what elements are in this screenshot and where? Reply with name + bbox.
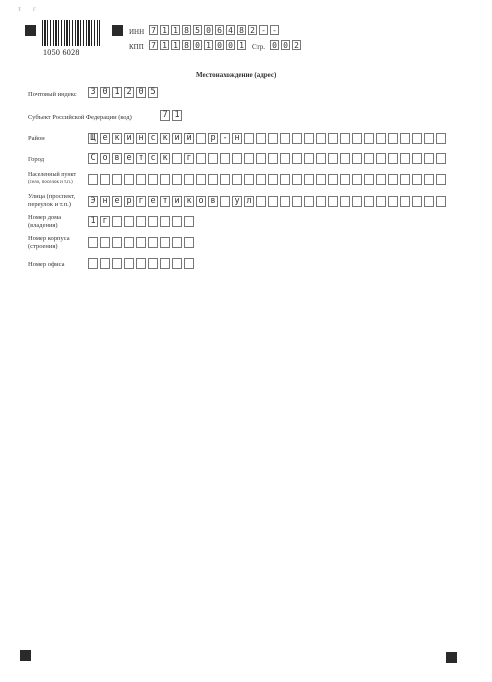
char-cell[interactable]: 0 bbox=[136, 87, 146, 98]
char-cell[interactable]: о bbox=[100, 153, 110, 164]
char-cell[interactable]: л bbox=[244, 196, 254, 207]
char-cell[interactable] bbox=[136, 216, 146, 227]
char-cell[interactable]: Щ bbox=[88, 133, 98, 144]
char-cell[interactable] bbox=[160, 216, 170, 227]
char-cell[interactable] bbox=[268, 153, 278, 164]
char-cell: 8 bbox=[182, 40, 191, 50]
char-cell[interactable] bbox=[292, 133, 302, 144]
char-cell[interactable] bbox=[400, 133, 410, 144]
house-label-line2: (владения) bbox=[28, 222, 58, 229]
registration-marker-bottom-left bbox=[20, 650, 31, 661]
char-cell[interactable] bbox=[100, 258, 110, 269]
char-cell: 1 bbox=[237, 40, 246, 50]
char-cell[interactable]: и bbox=[124, 133, 134, 144]
char-cell[interactable] bbox=[184, 237, 194, 248]
char-cell: 2 bbox=[248, 25, 257, 35]
char-cell[interactable] bbox=[256, 196, 266, 207]
char-cell[interactable] bbox=[136, 258, 146, 269]
char-cell[interactable] bbox=[424, 153, 434, 164]
postal-index-label: Почтовый индекс bbox=[28, 91, 77, 98]
char-cell[interactable] bbox=[196, 153, 206, 164]
char-cell[interactable] bbox=[304, 174, 314, 185]
char-cell[interactable]: е bbox=[124, 153, 134, 164]
char-cell[interactable]: р bbox=[124, 196, 134, 207]
char-cell[interactable] bbox=[316, 153, 326, 164]
char-cell[interactable]: с bbox=[148, 153, 158, 164]
char-cell: 8 bbox=[237, 25, 246, 35]
char-cell: 6 bbox=[215, 25, 224, 35]
char-cell: - bbox=[270, 25, 279, 35]
char-cell[interactable]: 1 bbox=[112, 87, 122, 98]
char-cell: 0 bbox=[204, 25, 213, 35]
district-label: Район bbox=[28, 135, 45, 142]
char-cell[interactable] bbox=[172, 216, 182, 227]
char-cell[interactable]: 1 bbox=[88, 216, 98, 227]
char-cell[interactable] bbox=[172, 258, 182, 269]
street-label-line2: переулок и т.п.) bbox=[28, 201, 71, 208]
char-cell[interactable] bbox=[424, 196, 434, 207]
registration-marker-top-left bbox=[25, 25, 36, 36]
char-cell[interactable] bbox=[388, 196, 398, 207]
char-cell[interactable] bbox=[220, 174, 230, 185]
char-cell[interactable] bbox=[388, 174, 398, 185]
region-code-label: Субъект Российской Федерации (код) bbox=[28, 114, 132, 121]
settlement-label: Населенный пункт bbox=[28, 172, 77, 178]
char-cell[interactable] bbox=[256, 153, 266, 164]
char-cell: 1 bbox=[160, 25, 169, 35]
char-cell[interactable] bbox=[100, 237, 110, 248]
char-cell[interactable] bbox=[172, 237, 182, 248]
char-cell: 7 bbox=[149, 40, 158, 50]
char-cell[interactable] bbox=[340, 133, 350, 144]
char-cell[interactable] bbox=[280, 174, 290, 185]
char-cell[interactable]: 1 bbox=[172, 110, 182, 121]
char-cell[interactable] bbox=[112, 258, 122, 269]
char-cell[interactable] bbox=[280, 133, 290, 144]
char-cell[interactable]: в bbox=[208, 196, 218, 207]
char-cell[interactable] bbox=[400, 153, 410, 164]
char-cell: 0 bbox=[270, 40, 279, 50]
char-cell[interactable] bbox=[352, 174, 362, 185]
char-cell[interactable] bbox=[280, 196, 290, 207]
char-cell[interactable]: и bbox=[172, 133, 182, 144]
char-cell[interactable]: н bbox=[100, 196, 110, 207]
city-cells[interactable] bbox=[88, 153, 448, 164]
inn-label: ИНН bbox=[129, 28, 145, 36]
building-label-line2: (строения) bbox=[28, 243, 58, 250]
char-cell: 1 bbox=[171, 25, 180, 35]
char-cell: 0 bbox=[226, 40, 235, 50]
char-cell[interactable] bbox=[316, 174, 326, 185]
char-cell[interactable] bbox=[364, 133, 374, 144]
char-cell[interactable]: н bbox=[136, 133, 146, 144]
char-cell[interactable]: и bbox=[172, 196, 182, 207]
char-cell[interactable]: к bbox=[160, 133, 170, 144]
char-cell[interactable] bbox=[112, 216, 122, 227]
char-cell: 1 bbox=[160, 40, 169, 50]
char-cell[interactable] bbox=[376, 196, 386, 207]
char-cell[interactable] bbox=[364, 153, 374, 164]
char-cell[interactable] bbox=[244, 174, 254, 185]
char-cell[interactable]: к bbox=[112, 133, 122, 144]
char-cell[interactable]: С bbox=[88, 153, 98, 164]
city-label: Город bbox=[28, 156, 45, 163]
char-cell[interactable] bbox=[148, 216, 158, 227]
char-cell[interactable] bbox=[340, 196, 350, 207]
char-cell[interactable]: - bbox=[220, 133, 230, 144]
char-cell[interactable] bbox=[388, 153, 398, 164]
char-cell[interactable] bbox=[340, 153, 350, 164]
char-cell[interactable] bbox=[172, 174, 182, 185]
char-cell[interactable] bbox=[184, 174, 194, 185]
char-cell[interactable] bbox=[424, 133, 434, 144]
char-cell[interactable] bbox=[280, 153, 290, 164]
char-cell[interactable] bbox=[208, 153, 218, 164]
char-cell[interactable] bbox=[88, 258, 98, 269]
char-cell[interactable] bbox=[412, 153, 422, 164]
char-cell[interactable] bbox=[376, 153, 386, 164]
char-cell[interactable] bbox=[400, 174, 410, 185]
char-cell: 1 bbox=[204, 40, 213, 50]
char-cell[interactable] bbox=[244, 133, 254, 144]
char-cell[interactable] bbox=[184, 258, 194, 269]
page-cells bbox=[270, 40, 303, 50]
char-cell: - bbox=[259, 25, 268, 35]
char-cell[interactable] bbox=[352, 133, 362, 144]
char-cell[interactable] bbox=[316, 133, 326, 144]
char-cell[interactable] bbox=[268, 133, 278, 144]
char-cell[interactable]: е bbox=[148, 196, 158, 207]
char-cell[interactable]: к bbox=[184, 196, 194, 207]
char-cell[interactable]: т bbox=[160, 196, 170, 207]
char-cell: 0 bbox=[215, 40, 224, 50]
office-label: Номер офиса bbox=[28, 261, 65, 268]
char-cell: 2 bbox=[292, 40, 301, 50]
char-cell[interactable] bbox=[304, 133, 314, 144]
char-cell[interactable] bbox=[376, 133, 386, 144]
kpp-label: КПП bbox=[129, 43, 144, 51]
char-cell[interactable] bbox=[328, 133, 338, 144]
char-cell[interactable] bbox=[160, 258, 170, 269]
char-cell[interactable] bbox=[148, 174, 158, 185]
char-cell[interactable] bbox=[220, 196, 230, 207]
char-cell[interactable] bbox=[292, 153, 302, 164]
char-cell[interactable]: т bbox=[136, 153, 146, 164]
char-cell[interactable] bbox=[256, 133, 266, 144]
char-cell[interactable]: е bbox=[112, 196, 122, 207]
char-cell[interactable] bbox=[436, 133, 446, 144]
char-cell[interactable] bbox=[292, 196, 302, 207]
char-cell[interactable]: 3 bbox=[88, 87, 98, 98]
char-cell[interactable] bbox=[316, 196, 326, 207]
char-cell[interactable] bbox=[328, 174, 338, 185]
char-cell[interactable] bbox=[364, 174, 374, 185]
char-cell[interactable] bbox=[148, 237, 158, 248]
char-cell[interactable] bbox=[412, 133, 422, 144]
char-cell[interactable] bbox=[412, 196, 422, 207]
settlement-cells[interactable] bbox=[88, 174, 448, 185]
char-cell[interactable] bbox=[208, 174, 218, 185]
char-cell[interactable]: в bbox=[112, 153, 122, 164]
char-cell[interactable] bbox=[328, 153, 338, 164]
char-cell[interactable] bbox=[172, 153, 182, 164]
char-cell[interactable] bbox=[160, 237, 170, 248]
char-cell[interactable] bbox=[112, 174, 122, 185]
char-cell[interactable] bbox=[436, 196, 446, 207]
char-cell[interactable] bbox=[304, 196, 314, 207]
house-cells[interactable] bbox=[88, 216, 196, 227]
char-cell[interactable] bbox=[124, 258, 134, 269]
section-title: Местонахождение (адрес) bbox=[196, 71, 277, 79]
char-cell[interactable] bbox=[196, 133, 206, 144]
char-cell[interactable] bbox=[436, 174, 446, 185]
registration-marker-bottom-right bbox=[446, 652, 457, 663]
char-cell[interactable] bbox=[220, 153, 230, 164]
char-cell: 0 bbox=[281, 40, 290, 50]
street-cells[interactable] bbox=[88, 196, 448, 207]
office-cells[interactable] bbox=[88, 258, 196, 269]
char-cell[interactable]: 7 bbox=[160, 110, 170, 121]
char-cell[interactable]: 0 bbox=[100, 87, 110, 98]
char-cell[interactable] bbox=[112, 237, 122, 248]
char-cell[interactable] bbox=[124, 237, 134, 248]
inn-cells bbox=[149, 25, 281, 35]
char-cell[interactable] bbox=[268, 196, 278, 207]
char-cell[interactable]: 5 bbox=[148, 87, 158, 98]
char-cell: 4 bbox=[226, 25, 235, 35]
district-cells[interactable] bbox=[88, 133, 448, 144]
char-cell[interactable]: о bbox=[196, 196, 206, 207]
char-cell[interactable]: г bbox=[136, 196, 146, 207]
barcode-number: 1050 6028 bbox=[43, 48, 80, 57]
char-cell: 1 bbox=[171, 40, 180, 50]
house-label-line1: Номер дома bbox=[28, 214, 62, 221]
char-cell[interactable]: с bbox=[148, 133, 158, 144]
char-cell[interactable] bbox=[304, 153, 314, 164]
char-cell[interactable] bbox=[256, 174, 266, 185]
char-cell[interactable]: Э bbox=[88, 196, 98, 207]
char-cell[interactable]: к bbox=[160, 153, 170, 164]
char-cell[interactable] bbox=[388, 133, 398, 144]
char-cell[interactable] bbox=[352, 196, 362, 207]
postal-index-cells[interactable] bbox=[88, 87, 160, 98]
char-cell[interactable] bbox=[196, 174, 206, 185]
char-cell[interactable] bbox=[376, 174, 386, 185]
char-cell[interactable] bbox=[160, 174, 170, 185]
char-cell: 5 bbox=[193, 25, 202, 35]
char-cell[interactable] bbox=[88, 174, 98, 185]
kpp-cells bbox=[149, 40, 248, 50]
char-cell[interactable] bbox=[136, 237, 146, 248]
char-cell[interactable] bbox=[124, 216, 134, 227]
char-cell[interactable]: 2 bbox=[124, 87, 134, 98]
registration-marker-top-mid bbox=[112, 25, 123, 36]
settlement-sublabel: (село, поселок и т.п.) bbox=[28, 180, 73, 185]
char-cell[interactable]: н bbox=[232, 133, 242, 144]
char-cell[interactable]: у bbox=[232, 196, 242, 207]
char-cell[interactable] bbox=[328, 196, 338, 207]
barcode bbox=[42, 20, 100, 46]
char-cell[interactable] bbox=[352, 153, 362, 164]
char-cell[interactable] bbox=[364, 196, 374, 207]
char-cell[interactable] bbox=[424, 174, 434, 185]
char-cell[interactable]: е bbox=[100, 133, 110, 144]
char-cell: 8 bbox=[182, 25, 191, 35]
char-cell[interactable] bbox=[268, 174, 278, 185]
char-cell[interactable]: р bbox=[208, 133, 218, 144]
char-cell[interactable] bbox=[412, 174, 422, 185]
char-cell: 0 bbox=[193, 40, 202, 50]
char-cell[interactable] bbox=[100, 174, 110, 185]
char-cell[interactable] bbox=[400, 196, 410, 207]
corner-mark-1: т bbox=[18, 5, 22, 13]
char-cell[interactable] bbox=[124, 174, 134, 185]
corner-mark-2: г bbox=[33, 5, 36, 13]
page-label: Стр. bbox=[252, 43, 265, 51]
street-label-line1: Улица (проспект, bbox=[28, 193, 76, 200]
region-code-cells[interactable] bbox=[160, 110, 184, 121]
char-cell[interactable]: й bbox=[184, 133, 194, 144]
char-cell[interactable]: г bbox=[184, 153, 194, 164]
char-cell[interactable] bbox=[148, 258, 158, 269]
char-cell[interactable] bbox=[232, 153, 242, 164]
building-cells[interactable] bbox=[88, 237, 196, 248]
char-cell[interactable] bbox=[340, 174, 350, 185]
char-cell[interactable] bbox=[232, 174, 242, 185]
char-cell[interactable] bbox=[244, 153, 254, 164]
char-cell[interactable] bbox=[436, 153, 446, 164]
char-cell[interactable]: г bbox=[100, 216, 110, 227]
char-cell[interactable] bbox=[184, 216, 194, 227]
char-cell: 7 bbox=[149, 25, 158, 35]
char-cell[interactable] bbox=[292, 174, 302, 185]
char-cell[interactable] bbox=[136, 174, 146, 185]
char-cell[interactable] bbox=[88, 237, 98, 248]
building-label-line1: Номер корпуса bbox=[28, 235, 70, 242]
